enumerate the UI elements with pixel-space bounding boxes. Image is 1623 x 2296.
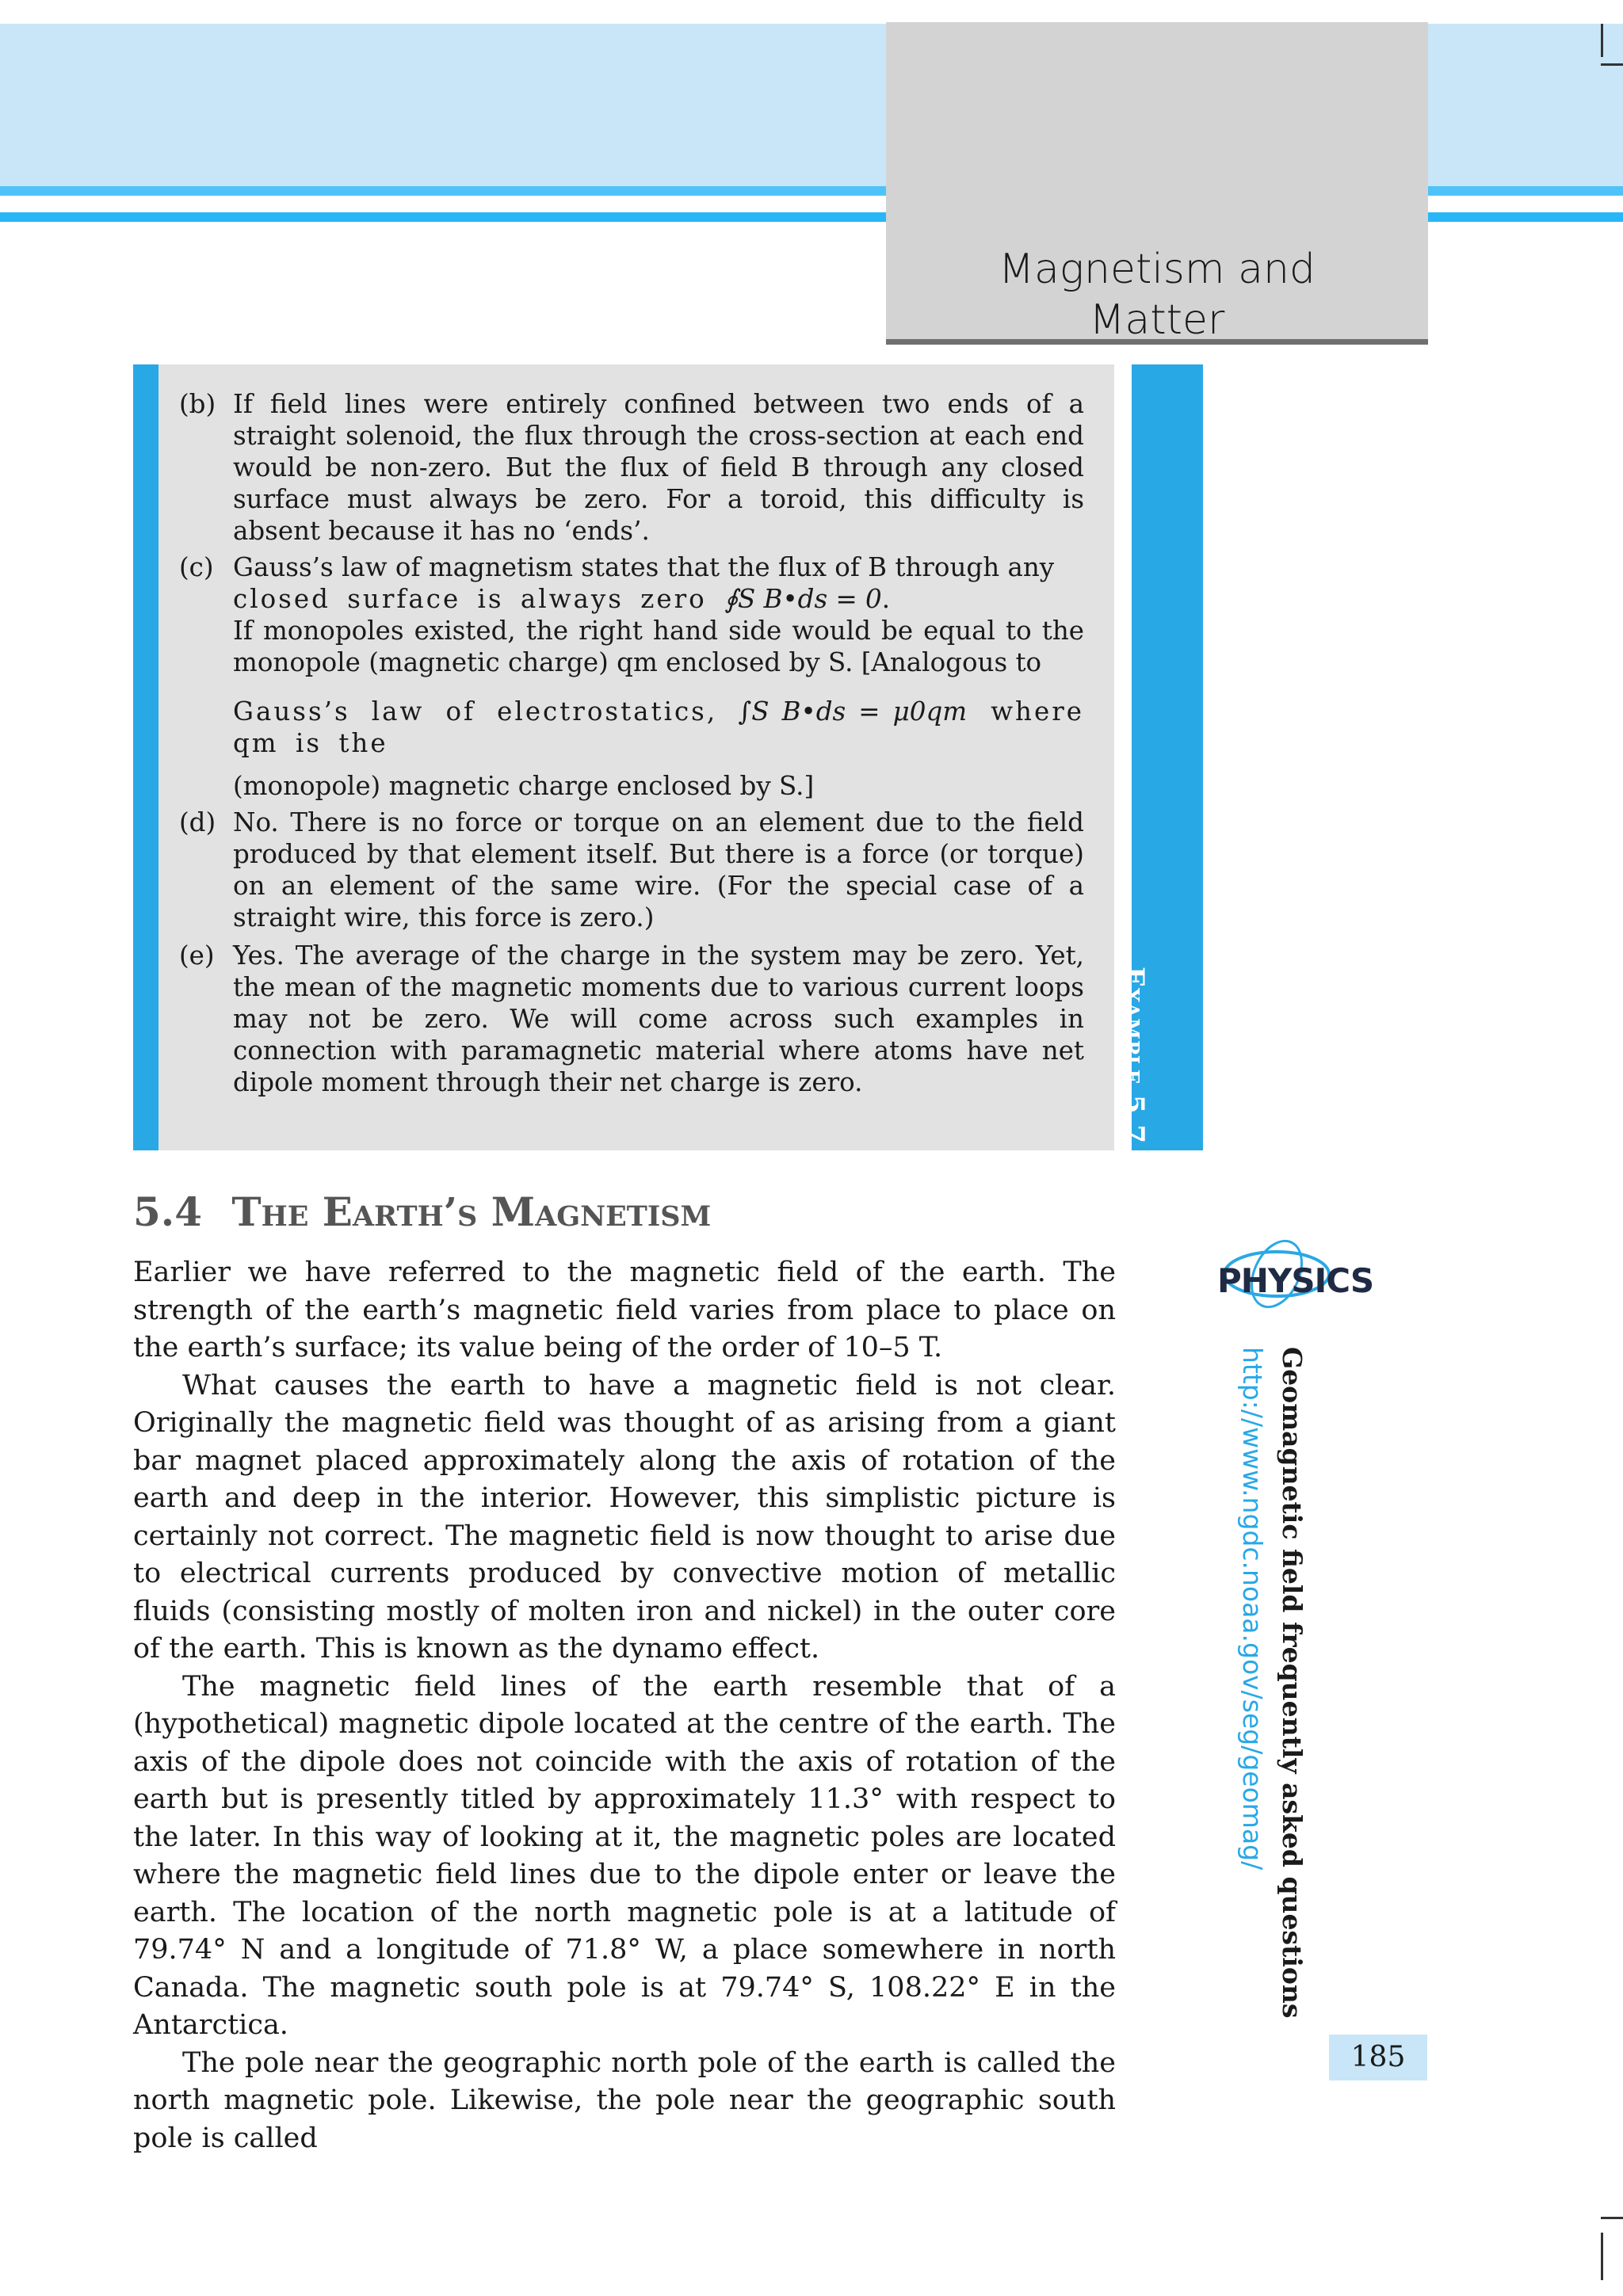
chapter-title-box xyxy=(886,22,1428,345)
answer-text: where qm is the xyxy=(233,696,1084,758)
paragraph: Earlier we have referred to the magnetic field of the earth. The strength of the earth’s magnetic field varies from place to place on the earth’s surface; its value being of the order of 10–5 T. xyxy=(133,1257,1116,1363)
crop-mark xyxy=(1601,63,1623,66)
section-title: The Earth’s Magnetism xyxy=(231,1188,712,1235)
answer-text: (monopole) magnetic charge enclosed by S.] xyxy=(233,771,815,801)
chapter-title-line: Matter xyxy=(1089,296,1225,344)
sidebar-note-title: Geomagnetic field frequently asked questions xyxy=(1277,1347,1308,2019)
answer-c xyxy=(179,551,1084,802)
paragraph: The pole near the geographic north pole of the earth is called the north magnetic pole. Likewise, the pole near the geographic south pole is called xyxy=(133,2046,1116,2154)
answer-text: If monopoles existed, the right hand side would be equal to the monopole (magnetic charge) qm enclosed by S. [Analogous to xyxy=(233,616,1084,677)
answer-e xyxy=(179,940,1084,1098)
answer-text: Gauss’s law of magnetism states that the flux of B through any xyxy=(233,552,1055,582)
formula-line: closed surface is always zero ∮S B•ds = 0. xyxy=(233,584,891,614)
chapter-title-line: Magnetism and xyxy=(999,246,1316,293)
section-number: 5.4 xyxy=(133,1188,202,1235)
answer-label: (c) xyxy=(179,552,214,582)
section-heading xyxy=(133,1188,711,1235)
answer-text: closed surface is always zero xyxy=(233,584,707,614)
answer-text: If field lines were entirely confined between two ends of a straight solenoid, the flux through the cross-section at each end would be non-zero. But the flux of field B through any closed surface must always be zero. For a toroid, this difficulty is absent because it has no ‘ends’. xyxy=(233,389,1084,546)
paragraph: The magnetic field lines of the earth resemble that of a (hypothetical) magnetic dipole located at the centre of the earth. The axis of the dipole does not coincide with the axis of rotation of the earth but is presently titled by approximately 11.3° with respect to the later. In this way of looking at it, the magnetic poles are located where the magnetic field lines due to the dipole enter or leave the earth. The location of the north magnetic pole is at a latitude of 79.74° N and a longitude of 71.8° W, a place somewhere in north Canada. The magnetic south pole is at 79.74° S, 108.22° E in the Antarctica. xyxy=(133,1670,1116,2041)
crop-mark xyxy=(1601,2233,1603,2280)
example-label: Example 5.7 xyxy=(1118,967,1150,1145)
answer-label: (e) xyxy=(179,940,215,971)
answer-b xyxy=(179,388,1084,547)
example-answers xyxy=(179,388,1084,1098)
electrostatics-formula: ∫S B•ds = μ0qm xyxy=(738,696,968,727)
page-number: 185 xyxy=(1329,2035,1427,2081)
answer-text: No. There is no force or torque on an element due to the field produced by that element itself. But there is a force (or torque) on an element of the same wire. (For the special case of a straight wire, this force is zero.) xyxy=(233,807,1084,933)
chapter-title xyxy=(886,244,1428,345)
physics-logo-text: PHYSICS xyxy=(1217,1261,1374,1300)
answer-label: (b) xyxy=(179,389,216,419)
answer-d xyxy=(179,807,1084,933)
body-text xyxy=(133,1254,1116,2157)
example-left-bar xyxy=(133,364,158,1150)
crop-mark xyxy=(1601,24,1603,57)
answer-text: Gauss’s law of electrostatics, xyxy=(233,696,718,727)
formula-line xyxy=(233,696,1084,759)
paragraph: What causes the earth to have a magnetic field is not clear. Originally the magnetic field was thought of as arising from a giant bar magnet placed approximately along the axis of rotation of the earth and deep in the interior. However, this simplistic picture is certainly not correct. The magnetic field is now thought to arise due to electrical currents produced by convective motion of metallic fluids (consisting mostly of molten iron and nickel) in the outer core of the earth. This is known as the dynamo effect. xyxy=(133,1369,1116,1665)
answer-label: (d) xyxy=(179,807,216,837)
gauss-formula: ∮S B•ds = 0 xyxy=(724,584,882,614)
crop-mark xyxy=(1601,2217,1623,2219)
answer-text: Yes. The average of the charge in the system may be zero. Yet, the mean of the magnetic moments due to various current loops may not be zero. We will come across such examples in connection with paramagnetic material where atoms have net dipole moment through their net charge is zero. xyxy=(233,940,1084,1097)
sidebar-note-link[interactable]: http://www.ngdc.noaa.gov/seg/geomag/ xyxy=(1237,1347,1268,1871)
